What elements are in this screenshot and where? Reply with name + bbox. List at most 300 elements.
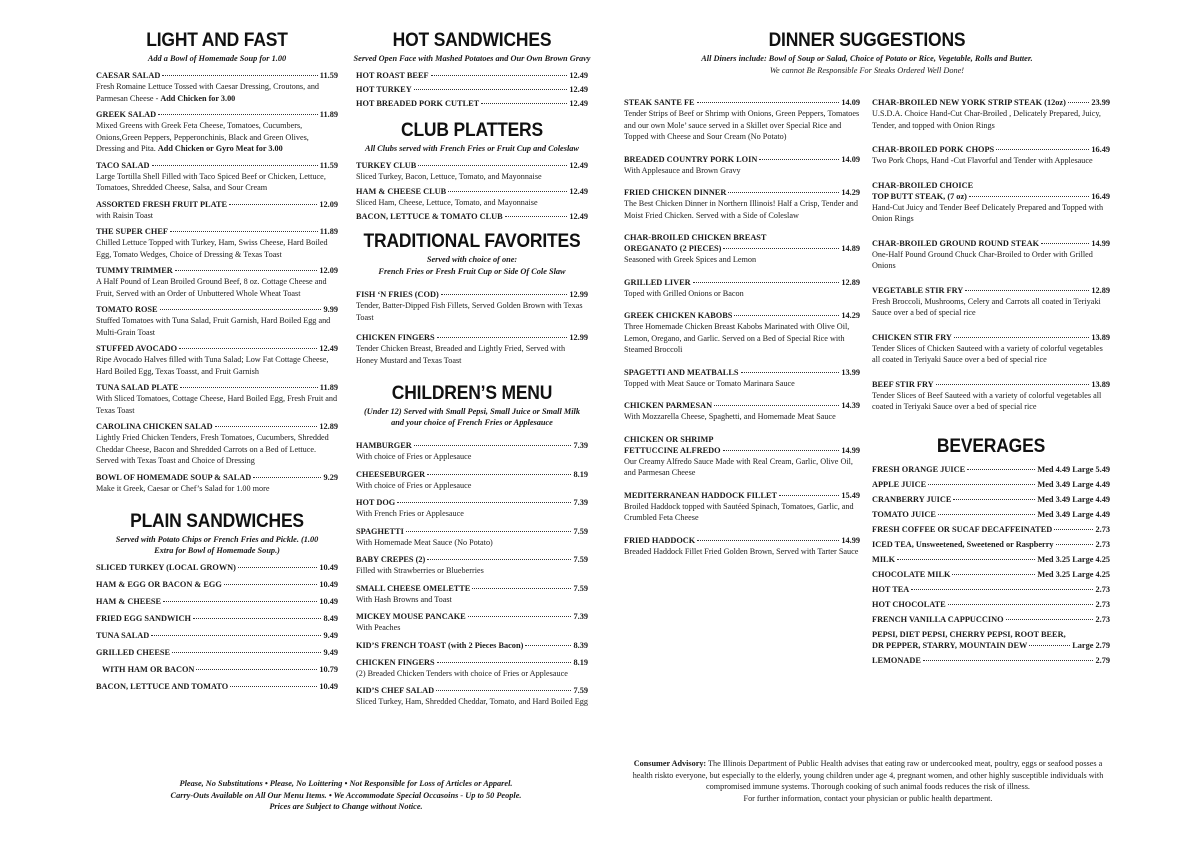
item-price: 7.59 [573, 555, 588, 564]
item-description: The Best Chicken Dinner in Northern Illinois! Half a Crisp, Tender and Moist Fried Chicken. Served with a Side of Coleslaw [624, 199, 858, 220]
leader-dots [928, 484, 1035, 485]
item-name: SPAGETTI AND MEATBALLS [624, 367, 739, 377]
leader-dots [969, 196, 1089, 197]
item-name: GREEK SALAD [96, 110, 157, 119]
leader-dots [911, 589, 1093, 590]
item-name: SPAGHETTI [356, 526, 404, 536]
leader-dots [253, 477, 321, 478]
menu-item [96, 630, 338, 641]
column-2 [346, 30, 598, 714]
item-name: ASSORTED FRESH FRUIT PLATE [96, 199, 228, 209]
item-price: 23.99 [1091, 98, 1110, 107]
menu-item [96, 613, 338, 624]
item-price: 13.99 [841, 367, 860, 377]
item-price: 2.73 [1095, 539, 1110, 549]
item-description: Fresh Broccoli, Mushrooms, Celery and Carrots all coated in Teriyaki Sauce over a bed of special rice [872, 296, 1101, 317]
item-price: 12.49 [569, 186, 588, 196]
item-name: CHICKEN PARMESAN [624, 401, 713, 410]
menu-item [356, 497, 588, 520]
item-name: KID’S FRENCH TOAST (with 2 Pieces Bacon) [356, 640, 524, 650]
item-price: 2.73 [1095, 614, 1110, 624]
item-price: 11.89 [319, 383, 338, 392]
item-price: Med 3.25 Large 4.25 [1037, 569, 1110, 579]
item-name: BOWL OF HOMEMADE SOUP & SALAD [96, 472, 252, 482]
menu-item [96, 265, 338, 299]
menu-item [624, 232, 860, 266]
footer-line-1: Please, No Substitutions • Please, No Loittering • Not Responsible for Loss of Articles or Apparel. [179, 779, 513, 788]
menu-item [96, 472, 338, 495]
menu-item [872, 379, 1110, 413]
item-addon: Add Chicken for 3.00 [160, 93, 236, 103]
item-price: 11.59 [319, 71, 338, 80]
item-price: 2.73 [1095, 599, 1110, 609]
leader-dots [697, 540, 839, 541]
dinner-suggestions-subtitle-1: All Diners include: Bowl of Soup or Salad, Choice of Potato or Rice, Vegetable, Rolls and Butter. [701, 54, 1033, 63]
item-description: Ripe Avocado Halves filled with Tuna Salad; Low Fat Cottage Cheese, Hard Boiled Egg, Texas Toasst, and Fruit Garnish [96, 355, 329, 376]
footer-line-2: Carry-Outs Available on All Our Menu Items. • We Accommodate Special Occasoins - Up to 50 People. [170, 790, 522, 800]
item-name: FRENCH VANILLA CAPPUCCINO [872, 614, 1004, 624]
leader-dots [996, 149, 1089, 150]
item-price: 7.39 [573, 612, 588, 621]
item-price: 14.29 [841, 311, 860, 320]
item-name: MICKEY MOUSE PANCAKE [356, 612, 466, 621]
item-price: 14.99 [1091, 238, 1110, 248]
menu-item [872, 584, 1110, 595]
hot-sandwiches-list [346, 70, 598, 109]
menu-item [356, 469, 588, 492]
leader-dots [481, 103, 567, 104]
menu-item [96, 70, 338, 104]
leader-dots [779, 495, 839, 496]
leader-dots [728, 192, 839, 193]
leader-dots [948, 604, 1094, 605]
item-name: HOT DOG [356, 498, 396, 507]
item-price: Med 3.49 Large 4.49 [1037, 509, 1110, 519]
item-price: 10.49 [319, 563, 338, 572]
item-price: 10.49 [319, 682, 338, 691]
leader-dots [693, 282, 840, 283]
item-description: Sliced Turkey, Ham, Shredded Cheddar, Tomato, and Hard Boiled Egg [356, 697, 588, 706]
menu-item [872, 180, 1110, 225]
item-description: Sliced Ham, Cheese, Lettuce, Tomato, and Mayonnaise [356, 197, 538, 207]
item-price: 8.19 [573, 469, 588, 479]
item-price: 9.49 [323, 631, 338, 640]
menu-item [872, 655, 1110, 666]
leader-dots [965, 290, 1089, 291]
leader-dots [175, 270, 318, 271]
item-name: CHICKEN STIR FRY [872, 332, 952, 342]
leader-dots [723, 248, 839, 249]
plain-sandwiches-subtitle: Served with Potato Chips or French Fries and Pickle. (1.00 Extra for Bowl of Homemade Soup.) [115, 535, 319, 555]
dinner-suggestions-subtitle-2: We cannot Be Responsible For Steaks Ordered Well Done! [769, 66, 965, 75]
menu-item [872, 144, 1110, 167]
traditional-favorites-title: TRADITIONAL FAVORITES [363, 231, 581, 252]
item-description: Large Tortilla Shell Filled with Taco Spiced Beef or Chicken, Lettuce, Tomatoes, Shredded Cheese, Salsa, and Sour Cream [96, 171, 326, 192]
menu-item [356, 211, 588, 222]
item-name: MEDITERRANEAN HADDOCK FILLET [624, 490, 778, 500]
item-description: Sliced Turkey, Bacon, Lettuce, Tomato, and Mayonnaise [356, 172, 542, 181]
leader-dots [196, 669, 317, 670]
leader-dots [229, 204, 317, 205]
item-name: HOT BREADED PORK CUTLET [356, 99, 480, 108]
club-platters-subtitle: All Clubs served with French Fries or Fruit Cup and Coleslaw [365, 144, 579, 153]
item-price: 8.39 [573, 640, 588, 650]
menu-item [624, 310, 860, 356]
item-name: FRESH COFFEE OR SUCAF DECAFFEINATED [872, 524, 1053, 534]
traditional-favorites-subtitle-2: French Fries or Fresh Fruit Cup or Side Of Cole Slaw [378, 267, 566, 276]
item-description: One-Half Pound Ground Chuck Char-Broiled to Order with Grilled Onions [872, 249, 1093, 270]
item-description: With Sliced Tomatoes, Cottage Cheese, Hard Boiled Egg, Fresh Fruit and Texas Toast [96, 394, 338, 415]
item-price: 12.49 [569, 161, 588, 170]
light-and-fast-list [96, 70, 338, 494]
menu-item [624, 154, 860, 177]
item-description: With choice of Fries or Applesauce [356, 480, 472, 490]
leader-dots [1056, 544, 1094, 545]
menu-item [872, 554, 1110, 565]
item-price: 14.09 [841, 154, 860, 164]
item-description: Mixed Greens with Greek Feta Cheese, Tomatoes, Cucumbers, Onions,Green Peppers, Pepperonchinis, Black and Green Olives, Dressing and Pita. Add Chicken or Gyro Meat for 3.00 [96, 121, 309, 153]
item-description: Seasoned with Greek Spices and Lemon [624, 255, 757, 264]
item-name: GRILLED CHEESE [96, 648, 171, 657]
item-price: 10.79 [319, 665, 338, 674]
item-name: BABY CREPES (2) [356, 555, 426, 564]
menu-item [96, 343, 338, 377]
item-description: Filled with Strawberries or Blueberries [356, 566, 484, 575]
leader-dots [193, 618, 322, 619]
item-price: 12.49 [319, 344, 338, 353]
item-price: 9.99 [323, 305, 338, 314]
item-price: Med 3.49 Large 4.49 [1037, 494, 1110, 504]
advisory-text: The Illinois Department of Public Health advises that eating raw or undercooked meat, poultry, eggs or seafood posses a health riskto everyone, but especially to the elderly, young children under age 4, pregnant women, and other highly susceptible individuals with compromised immune systems. Thorough cooking of such animal foods reduces the risk of illness. [632, 759, 1104, 791]
menu-item [96, 421, 338, 467]
item-name: TUNA SALAD PLATE [96, 383, 179, 392]
item-price: 11.89 [319, 110, 338, 119]
item-description: With Applesauce and Brown Gravy [624, 165, 741, 175]
leader-dots [152, 165, 318, 166]
item-price: 12.99 [569, 290, 588, 299]
leader-dots [441, 294, 568, 295]
dinner-right-list [872, 97, 1110, 413]
leader-dots [397, 502, 571, 503]
item-price: 7.59 [573, 526, 588, 536]
leader-dots [427, 474, 571, 475]
item-price: 11.59 [319, 160, 338, 170]
item-price: 9.49 [323, 648, 338, 657]
leader-dots [923, 660, 1094, 661]
item-addon: Add Chicken or Gyro Meat for 3.00 [157, 144, 283, 153]
item-name: FETTUCCINE ALFREDO [624, 445, 721, 455]
leader-dots [472, 588, 571, 589]
item-name: CHEESEBURGER [356, 469, 426, 479]
item-name: BACON, LETTUCE & TOMATO CLUB [356, 212, 503, 221]
leader-dots [938, 514, 1036, 515]
column-4 [872, 97, 1110, 670]
leader-dots [427, 559, 571, 560]
item-name: HOT ROAST BEEF [356, 71, 429, 80]
dinner-left-list [624, 97, 860, 557]
item-price: 14.99 [841, 535, 860, 545]
menu-item [872, 332, 1110, 366]
menu-item [96, 199, 338, 222]
item-price: Med 4.49 Large 5.49 [1037, 464, 1110, 474]
item-name: MILK [872, 554, 896, 564]
item-description: With choice of Fries or Applesauce [356, 452, 472, 461]
item-price: 14.39 [841, 401, 860, 410]
item-name: FRIED CHICKEN DINNER [624, 188, 727, 197]
menu-item [356, 70, 588, 81]
item-name: TOMATO JUICE [872, 509, 936, 519]
leader-dots [953, 499, 1035, 500]
item-description: Stuffed Tomatoes with Tuna Salad, Fruit Garnish, Hard Boiled Egg and Multi-Grain Toast [96, 316, 331, 337]
menu-item [356, 440, 588, 463]
item-description: Tender Chicken Breast, Breaded and Lightly Fried, Served with Honey Mustard and Texas Toast [356, 344, 566, 365]
leader-dots [230, 686, 317, 687]
menu-item [872, 97, 1110, 131]
item-price: 7.59 [573, 583, 588, 593]
item-price: 7.39 [573, 498, 588, 507]
item-name: HOT TURKEY [356, 85, 412, 94]
item-name: DR PEPPER, STARRY, MOUNTAIN DEW [872, 640, 1028, 650]
item-price: Med 3.49 Large 4.49 [1037, 479, 1110, 489]
item-description: Topped with Meat Sauce or Tomato Marinara Sauce [624, 378, 795, 388]
item-description: With Peaches [356, 623, 401, 632]
leader-dots [759, 159, 839, 160]
leader-dots [1068, 102, 1089, 103]
menu-item [356, 611, 588, 634]
item-price: 12.99 [569, 333, 588, 342]
item-description: Three Homemade Chicken Breast Kabobs Marinated with Olive Oil, Lemon, Oregano, and Garlic. Served on a Bed of Special Rice with Steamed Broccoli [624, 322, 850, 354]
item-price: 14.99 [841, 445, 860, 455]
leader-dots [414, 89, 568, 90]
menu-item [356, 186, 588, 209]
menu-item [624, 187, 860, 221]
item-price: Large 2.79 [1072, 640, 1110, 650]
item-name: THE SUPER CHEF [96, 227, 168, 236]
menu-item [96, 226, 338, 260]
item-name: BEEF STIR FRY [872, 379, 934, 389]
consumer-advisory [626, 758, 1110, 804]
item-price: 16.49 [1091, 191, 1110, 201]
leader-dots [431, 75, 568, 76]
item-name: BREADED COUNTRY PORK LOIN [624, 154, 758, 164]
leader-dots [170, 231, 318, 232]
menu-item [96, 647, 338, 658]
menu-item [356, 554, 588, 577]
item-description: Toped with Grilled Onions or Bacon [624, 288, 744, 298]
item-description: With Mozzarella Cheese, Spaghetti, and Homemade Meat Sauce [624, 412, 836, 421]
childrens-menu-subtitle: (Under 12) Served with Small Pepsi, Small Juice or Small Milk and your choice of French Fries or Applesauce [364, 407, 580, 427]
item-description: Broiled Haddock topped with Sautéed Spinach, Tomatoes, Garlic, and Crumbled Feta Cheese [624, 501, 854, 522]
item-description: (2) Breaded Chicken Tenders with choice of Fries or Applesauce [356, 668, 568, 678]
item-description: Breaded Haddock Fillet Fried Golden Brown, Served with Tarter Sauce [624, 546, 859, 556]
leader-dots [967, 469, 1035, 470]
leader-dots [162, 75, 317, 76]
club-platters-list [346, 160, 598, 222]
item-price: 12.49 [569, 71, 588, 80]
leader-dots [179, 348, 317, 349]
menu-item [872, 524, 1110, 535]
item-name-line-1: CHICKEN OR SHRIMP [624, 434, 714, 444]
traditional-favorites-subtitle-1: Served with choice of one: [426, 255, 518, 264]
leader-dots [954, 337, 1089, 338]
light-and-fast-title: LIGHT AND FAST [146, 30, 288, 51]
item-price: 8.19 [573, 657, 588, 667]
leader-dots [160, 309, 322, 310]
menu-item [96, 109, 338, 155]
item-description: Tender Strips of Beef or Shrimp with Onions, Green Peppers, Tomatoes and our own Mole’ sauce served in a Skillet over Special Rice and Topped with Cheese and Sour Cream (No Potato) [624, 109, 860, 141]
item-price: 10.49 [319, 597, 338, 606]
item-price: 12.49 [569, 99, 588, 108]
item-price: 12.49 [569, 85, 588, 94]
item-price: 9.29 [323, 472, 338, 482]
item-name: TUNA SALAD [96, 631, 150, 640]
plain-sandwiches-list [96, 562, 338, 692]
menu-item [356, 685, 588, 708]
leader-dots [418, 165, 567, 166]
beverages-title: BEVERAGES [936, 435, 1046, 457]
item-name: VEGETABLE STIR FRY [872, 285, 964, 295]
item-description: With Hash Browns and Toast [356, 594, 452, 604]
menu-item [624, 97, 860, 143]
menu-item [356, 289, 588, 323]
item-description: Tender, Batter-Dipped Fish Fillets, Served Golden Brown with Texas Toast [356, 301, 583, 322]
leader-dots [163, 601, 317, 602]
item-name: STUFFED AVOCADO [96, 344, 178, 353]
item-name: TUMMY TRIMMER [96, 266, 173, 275]
item-name: FRIED HADDOCK [624, 535, 696, 545]
item-price: 10.49 [319, 580, 338, 589]
item-name: HAM & CHEESE [96, 597, 161, 606]
item-name: STEAK SANTE FE [624, 98, 695, 107]
item-price: 14.89 [841, 244, 860, 253]
leader-dots [741, 372, 840, 373]
leader-dots [525, 645, 571, 646]
item-name: CHAR-BROILED GROUND ROUND STEAK [872, 238, 1040, 248]
item-price: 11.89 [319, 227, 338, 236]
item-price: 13.89 [1091, 332, 1110, 342]
traditional-favorites-list [346, 289, 598, 366]
item-description: A Half Pound of Lean Broiled Ground Beef, 8 oz. Cottage Cheese and Fruit, Served with an Order of Unbuttered Whole Wheat Toast [96, 277, 327, 298]
menu-item [96, 579, 338, 590]
plain-sandwiches-title: PLAIN SANDWICHES [130, 511, 304, 532]
club-platters-title: CLUB PLATTERS [401, 120, 543, 141]
item-name: HAM & CHEESE CLUB [356, 186, 447, 196]
item-name: CHOCOLATE MILK [872, 569, 951, 579]
dinner-suggestions-title: DINNER SUGGESTIONS [768, 30, 966, 51]
menu-item [356, 98, 588, 109]
item-description: Lightly Fried Chicken Tenders, Fresh Tomatoes, Cucumbers, Shredded Cheddar Cheese, Bacon and Shredded Carrots on a Bed of Lettuce. Served with Texas Toast and Choice of Dressing [96, 433, 329, 465]
item-name-line-1: PEPSI, DIET PEPSI, CHERRY PEPSI, ROOT BEER, [872, 629, 1066, 639]
item-price: 12.49 [569, 212, 588, 221]
leader-dots [734, 315, 839, 316]
leader-dots [437, 337, 568, 338]
leader-dots [952, 574, 1035, 575]
leader-dots [448, 191, 567, 192]
item-price: 15.49 [841, 490, 860, 500]
item-name: TURKEY CLUB [356, 161, 417, 170]
menu-item [356, 84, 588, 95]
item-name: CAROLINA CHICKEN SALAD [96, 422, 213, 431]
item-price: 16.49 [1091, 145, 1110, 154]
leader-dots [697, 102, 840, 103]
menu-item [624, 535, 860, 558]
item-description: Our Creamy Alfredo Sauce Made with Real Cream, Garlic, Olive Oil, and Parmesan Cheese [624, 456, 853, 477]
menu-item [96, 160, 338, 194]
leader-dots [1041, 243, 1089, 244]
menu-item [356, 160, 588, 183]
item-price: 8.49 [323, 614, 338, 623]
leader-dots [172, 652, 321, 653]
leader-dots [180, 387, 317, 388]
childrens-menu-list [346, 440, 598, 708]
leader-dots [158, 114, 318, 115]
menu-item [356, 583, 588, 606]
item-price: 14.29 [841, 188, 860, 197]
item-description: U.S.D.A. Choice Hand-Cut Char-Broiled , Delicately Prepared, Juicy, Tender, and topped with Onion Rings [872, 109, 1101, 130]
item-name: WITH HAM OR BACON [102, 665, 195, 674]
item-price: 14.09 [841, 98, 860, 107]
item-name: SLICED TURKEY (LOCAL GROWN) [96, 563, 236, 572]
menu-item [96, 664, 338, 675]
menu-item [872, 629, 1110, 651]
menu-item [624, 434, 860, 479]
menu-item [356, 332, 588, 366]
item-name: LEMONADE [872, 655, 921, 665]
item-name: HOT TEA [872, 584, 910, 594]
leader-dots [215, 426, 318, 427]
item-description: With Homemade Meat Sauce (No Potato) [356, 537, 493, 547]
item-description: with Raisin Toast [96, 210, 154, 220]
menu-item [624, 277, 860, 300]
item-price: 13.89 [1091, 379, 1110, 389]
hot-sandwiches-title: HOT SANDWICHES [392, 30, 552, 51]
item-name: CHICKEN FINGERS [356, 657, 435, 667]
menu-item [872, 614, 1110, 625]
menu-item [872, 539, 1110, 550]
leader-dots [723, 450, 840, 451]
advisory-label: Consumer Advisory: [633, 759, 707, 768]
item-price: 2.79 [1095, 655, 1110, 665]
dinner-suggestions-header [624, 30, 1110, 82]
item-name: APPLE JUICE [872, 479, 927, 489]
leader-dots [406, 531, 572, 532]
item-price: Med 3.25 Large 4.25 [1037, 554, 1110, 564]
menu-item [624, 367, 860, 390]
leader-dots [224, 584, 317, 585]
menu-item [356, 657, 588, 680]
item-name: TOP BUTT STEAK, (7 oz) [872, 191, 967, 201]
item-description: Fresh Romaine Lettuce Tossed with Caesar Dressing, Croutons, and Parmesan Cheese - Add Chicken for 3.00 [96, 82, 320, 103]
leader-dots [897, 559, 1035, 560]
menu-item [96, 681, 338, 692]
item-name: CHAR-BROILED PORK CHOPS [872, 145, 995, 154]
leader-dots [436, 690, 571, 691]
item-name: BACON, LETTUCE AND TOMATO [96, 682, 229, 691]
leader-dots [468, 616, 572, 617]
item-description: Chilled Lettuce Topped with Turkey, Ham, Swiss Cheese, Hard Boiled Egg, Tomato Wedges, Choice of Dressing & Texas Toast [96, 238, 328, 259]
column-1 [96, 30, 338, 698]
menu-footer-notes [96, 778, 596, 813]
menu-item [356, 526, 588, 549]
leader-dots [437, 662, 572, 663]
item-name: FRESH ORANGE JUICE [872, 464, 966, 474]
leader-dots [238, 567, 317, 568]
hot-sandwiches-subtitle: Served Open Face with Mashed Potatoes and Our Own Brown Gravy [353, 54, 591, 63]
leader-dots [714, 405, 839, 406]
menu-item [624, 490, 860, 524]
item-price: 2.73 [1095, 584, 1110, 594]
light-and-fast-subtitle: Add a Bowl of Homemade Soup for 1.00 [147, 54, 287, 63]
